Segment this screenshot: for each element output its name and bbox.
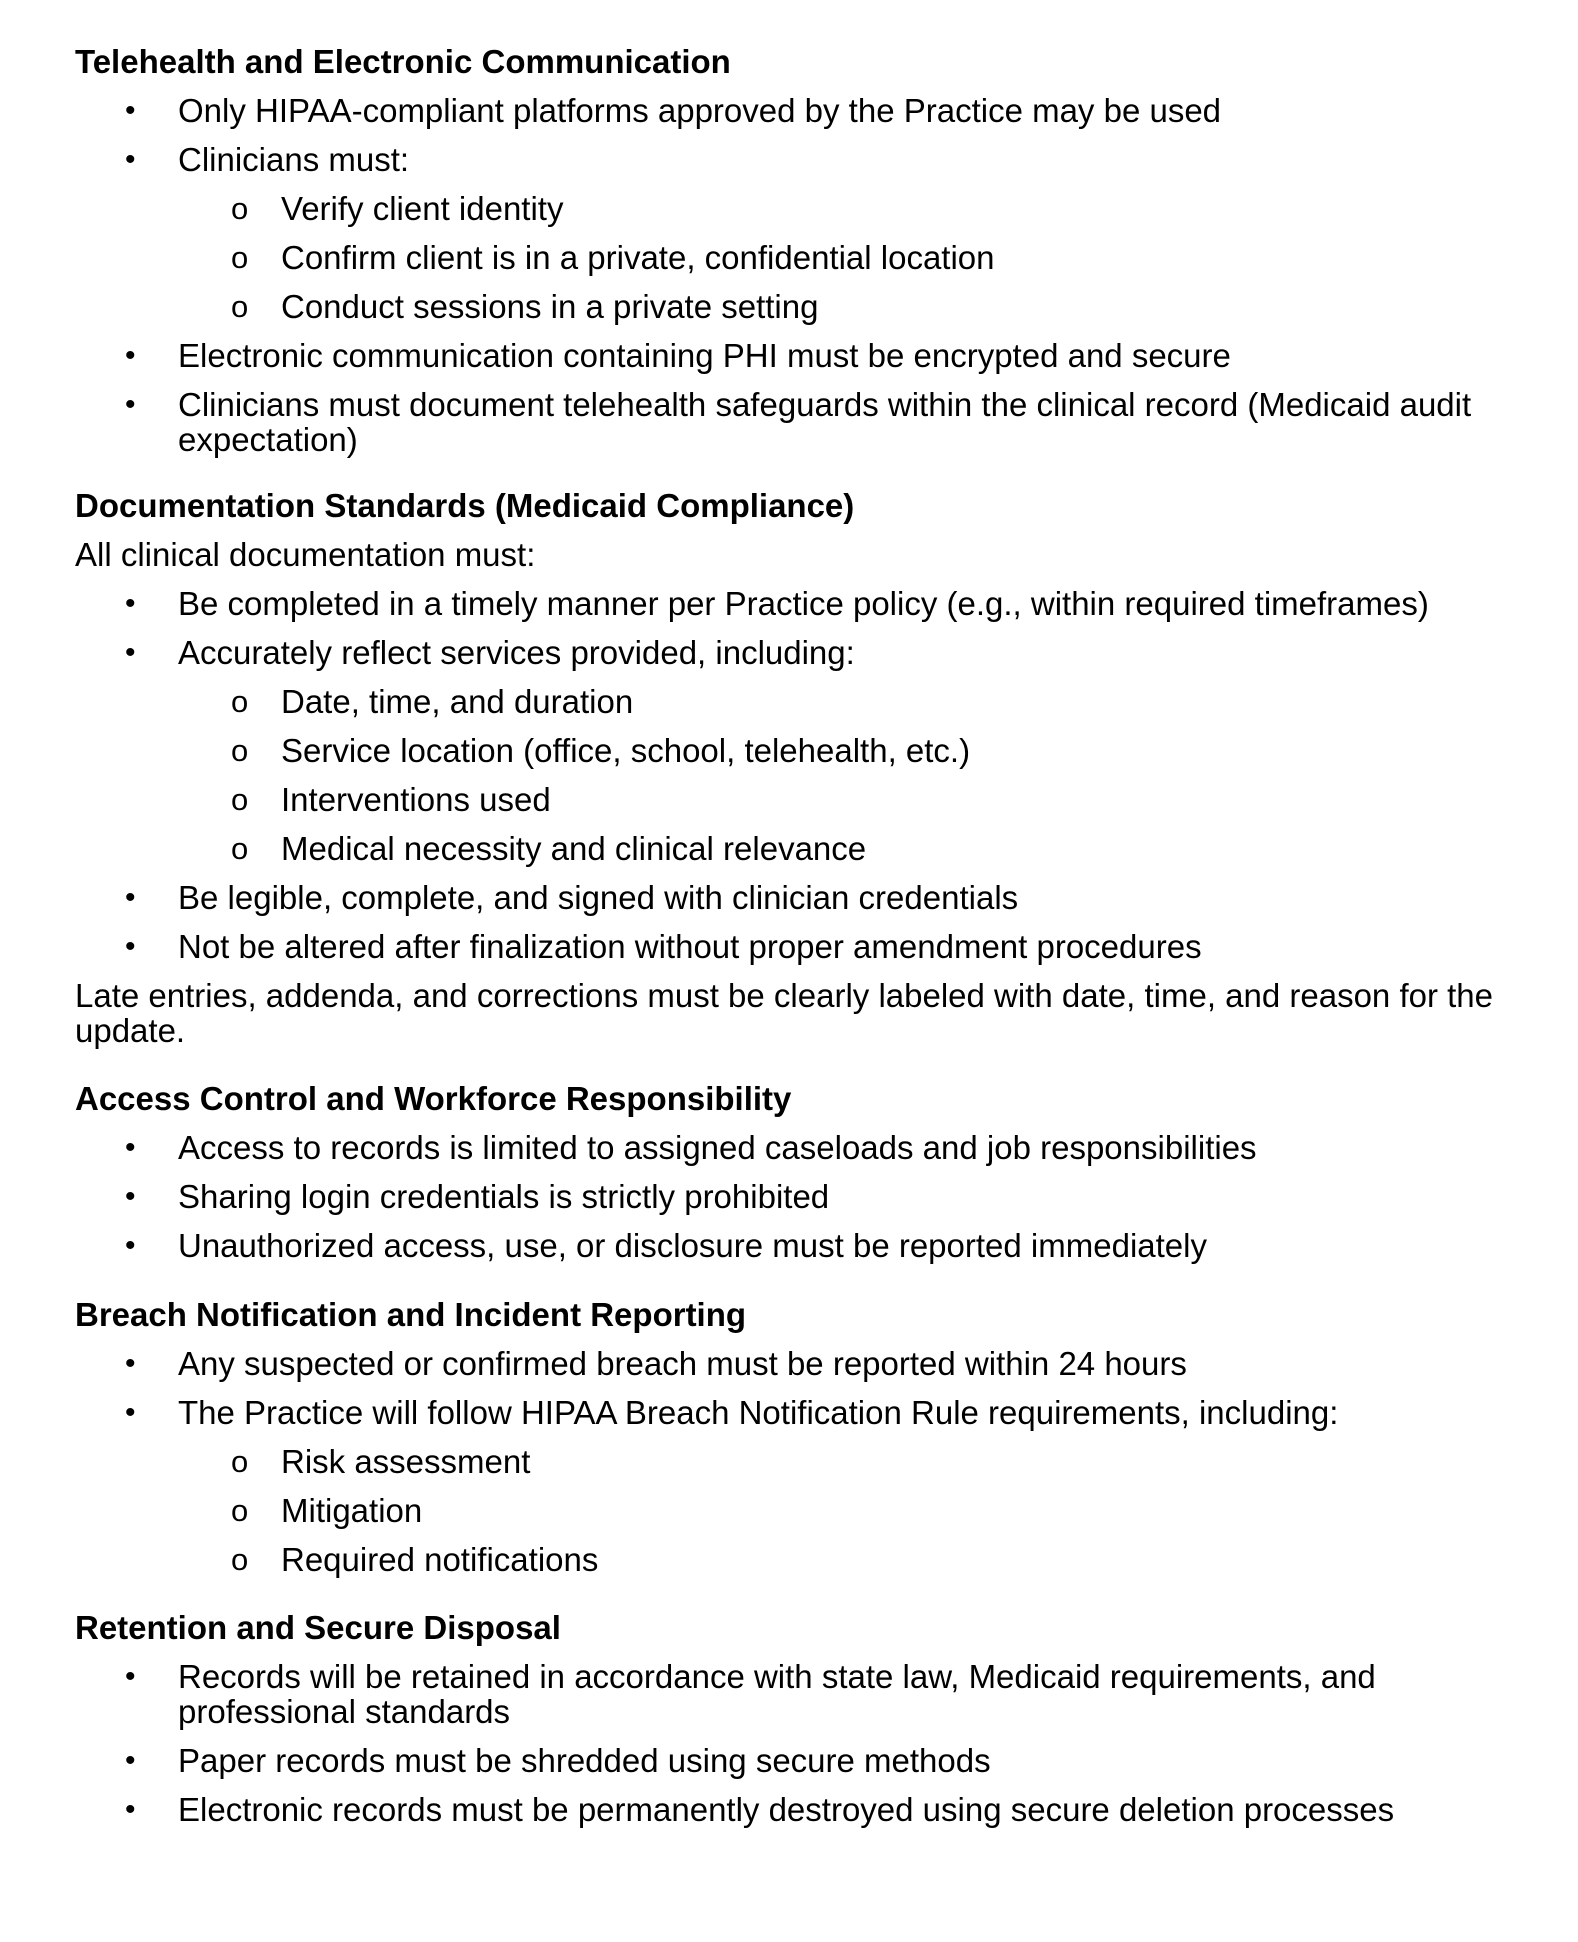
bullet-icon: •	[125, 1229, 136, 1262]
circle-bullet-icon: o	[231, 1493, 249, 1528]
circle-bullet-icon: o	[231, 1542, 249, 1577]
bullet-icon: •	[125, 1744, 136, 1777]
list-item: • Electronic communication containing PHI must be encrypted and secure	[125, 337, 1231, 374]
bullet-icon: •	[125, 1793, 136, 1826]
list-item: • Only HIPAA-compliant platforms approved by the Practice may be used	[125, 92, 1222, 129]
circle-bullet-icon: o	[231, 733, 249, 768]
section-heading: Documentation Standards (Medicaid Compliance)	[75, 487, 855, 524]
list-item: • Electronic records must be permanently destroyed using secure deletion processes	[125, 1791, 1395, 1828]
list-item: • Clinicians must document telehealth safeguards within the clinical record (Medicaid audit expectation)	[125, 386, 1472, 458]
list-item: • Be completed in a timely manner per Practice policy (e.g., within required timeframes)	[125, 585, 1429, 622]
section-heading: Telehealth and Electronic Communication	[75, 43, 731, 80]
circle-bullet-icon: o	[231, 191, 249, 226]
circle-bullet-icon: o	[231, 240, 249, 275]
section-heading: Access Control and Workforce Responsibility	[75, 1080, 792, 1117]
list-item: • Paper records must be shredded using secure methods	[125, 1742, 991, 1779]
bullet-list	[75, 1346, 1558, 1577]
sub-list-item: o Required notifications	[231, 1541, 599, 1578]
section-heading: Breach Notification and Incident Reporting	[75, 1296, 747, 1333]
bullet-icon: •	[125, 1180, 136, 1213]
sub-list-item: o Mitigation	[231, 1492, 423, 1529]
bullet-icon: •	[125, 94, 136, 127]
sub-bullet-list	[178, 1444, 1558, 1577]
sub-list-item: o Risk assessment	[231, 1443, 531, 1480]
bullet-icon: •	[125, 143, 136, 176]
sub-list-item: o Confirm client is in a private, confidential location	[231, 239, 995, 276]
section-documentation-standards	[75, 488, 1558, 1048]
bullet-icon: •	[125, 636, 136, 669]
bullet-icon: •	[125, 1347, 136, 1380]
list-item: • Be legible, complete, and signed with clinician credentials	[125, 879, 1019, 916]
list-item: • Access to records is limited to assigned caseloads and job responsibilities	[125, 1129, 1257, 1166]
bullet-icon: •	[125, 1660, 136, 1693]
circle-bullet-icon: o	[231, 684, 249, 719]
bullet-icon: •	[125, 587, 136, 620]
list-item: • Sharing login credentials is strictly prohibited	[125, 1178, 830, 1215]
circle-bullet-icon: o	[231, 782, 249, 817]
list-item: • Clinicians must: o Verify client identity o Confirm client is in a private, confidential location o Conduct sessions in a private setting	[75, 142, 1558, 324]
sub-list-item: o Conduct sessions in a private setting	[231, 288, 819, 325]
list-item: • Accurately reflect services provided, including: o Date, time, and duration o Service location (office, school, telehealth, etc.) o Interventions used o Medical necessity and clinical relevance	[75, 635, 1558, 866]
bullet-icon: •	[125, 1131, 136, 1164]
section-retention-disposal	[75, 1610, 1558, 1827]
sub-list-item: o Service location (office, school, telehealth, etc.)	[231, 732, 971, 769]
sub-list-item: o Verify client identity	[231, 190, 564, 227]
bullet-icon: •	[125, 388, 136, 421]
circle-bullet-icon: o	[231, 831, 249, 866]
list-item: • Any suspected or confirmed breach must be reported within 24 hours	[125, 1345, 1187, 1382]
bullet-list	[75, 93, 1558, 457]
circle-bullet-icon: o	[231, 1444, 249, 1479]
bullet-list	[75, 1659, 1558, 1827]
section-breach-notification	[75, 1297, 1558, 1577]
section-intro: All clinical documentation must:	[75, 536, 536, 573]
list-item: • Unauthorized access, use, or disclosure must be reported immediately	[125, 1227, 1207, 1264]
bullet-icon: •	[125, 339, 136, 372]
bullet-list	[75, 1130, 1558, 1263]
section-heading: Retention and Secure Disposal	[75, 1609, 561, 1646]
list-item: • Not be altered after finalization without proper amendment procedures	[125, 928, 1202, 965]
sub-list-item: o Interventions used	[231, 781, 551, 818]
list-item: • Records will be retained in accordance with state law, Medicaid requirements, and professional standards	[125, 1658, 1376, 1730]
sub-bullet-list	[178, 191, 1558, 324]
sub-list-item: o Date, time, and duration	[231, 683, 634, 720]
circle-bullet-icon: o	[231, 289, 249, 324]
bullet-icon: •	[125, 1396, 136, 1429]
list-item: • The Practice will follow HIPAA Breach Notification Rule requirements, including: o Risk assessment o Mitigation o Required notifications	[75, 1395, 1558, 1577]
section-access-control	[75, 1081, 1558, 1263]
bullet-list	[75, 586, 1558, 964]
bullet-icon: •	[125, 881, 136, 914]
bullet-icon: •	[125, 930, 136, 963]
sub-list-item: o Medical necessity and clinical relevance	[231, 830, 867, 867]
section-telehealth	[75, 44, 1558, 457]
sub-bullet-list	[178, 684, 1558, 866]
section-note: Late entries, addenda, and corrections must be clearly labeled with date, time, and reason for the update.	[75, 977, 1494, 1049]
